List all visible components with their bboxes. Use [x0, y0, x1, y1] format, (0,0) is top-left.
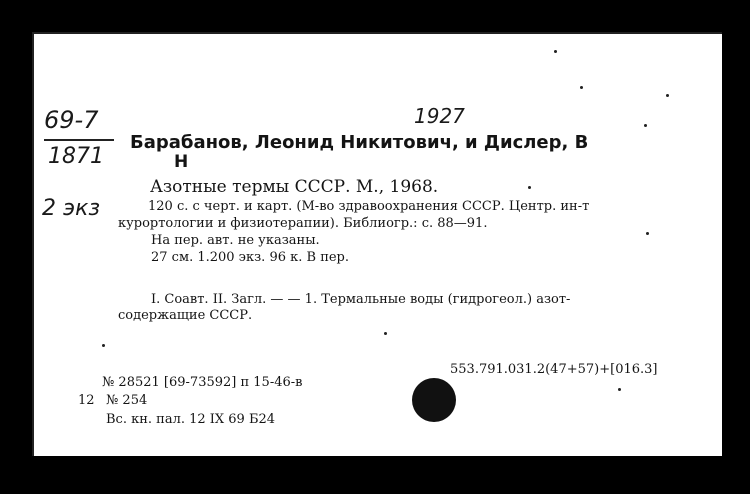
title-line: Азотные термы СССР. М., 1968. [150, 177, 439, 197]
order-number-line: № 28521 [69-73592] п 15-46-в [102, 375, 303, 390]
year-note: 1927 [414, 104, 465, 128]
ink-stamp [412, 378, 456, 422]
ink-speck [384, 332, 387, 335]
note-line-2: 27 см. 1.200 экз. 96 к. В пер. [151, 250, 350, 265]
ink-speck [666, 94, 669, 97]
call-number-bottom: 1871 [48, 144, 104, 169]
publication-line-2: курортологии и физиотерапии). Библиогр.: с. 88—91. [118, 216, 488, 231]
ink-speck [644, 124, 647, 127]
note-line-1: На пер. авт. не указаны. [151, 233, 320, 248]
ink-speck [554, 50, 557, 53]
ink-speck [528, 186, 531, 189]
author-heading: Барабанов, Леонид Никитович, и Дислер, В [130, 132, 589, 153]
author-heading-continuation: Н [174, 152, 189, 172]
call-number-underline [44, 139, 114, 141]
call-number-top: 69-7 [44, 106, 99, 134]
ink-speck [580, 86, 583, 89]
subjects-line-1: I. Соавт. II. Загл. — — 1. Термальные воды (гидрогеол.) азот- [151, 292, 571, 307]
ink-speck [646, 232, 649, 235]
number-prefix: 12 [78, 393, 95, 408]
copies-note: 2 экз [42, 196, 101, 221]
subjects-line-2: содержащие СССР. [118, 308, 253, 323]
registration-number: № 254 [106, 393, 148, 408]
book-chamber-line: Вс. кн. пал. 12 IX 69 Б24 [106, 412, 276, 427]
ink-speck [618, 388, 621, 391]
publication-line-1: 120 с. с черт. и карт. (М-во здравоохранения СССР. Центр. ин-т [148, 199, 590, 214]
ink-speck [102, 344, 105, 347]
udc-classification: 553.791.031.2(47+57)+[016.3] [450, 362, 658, 377]
catalog-card [32, 32, 722, 456]
